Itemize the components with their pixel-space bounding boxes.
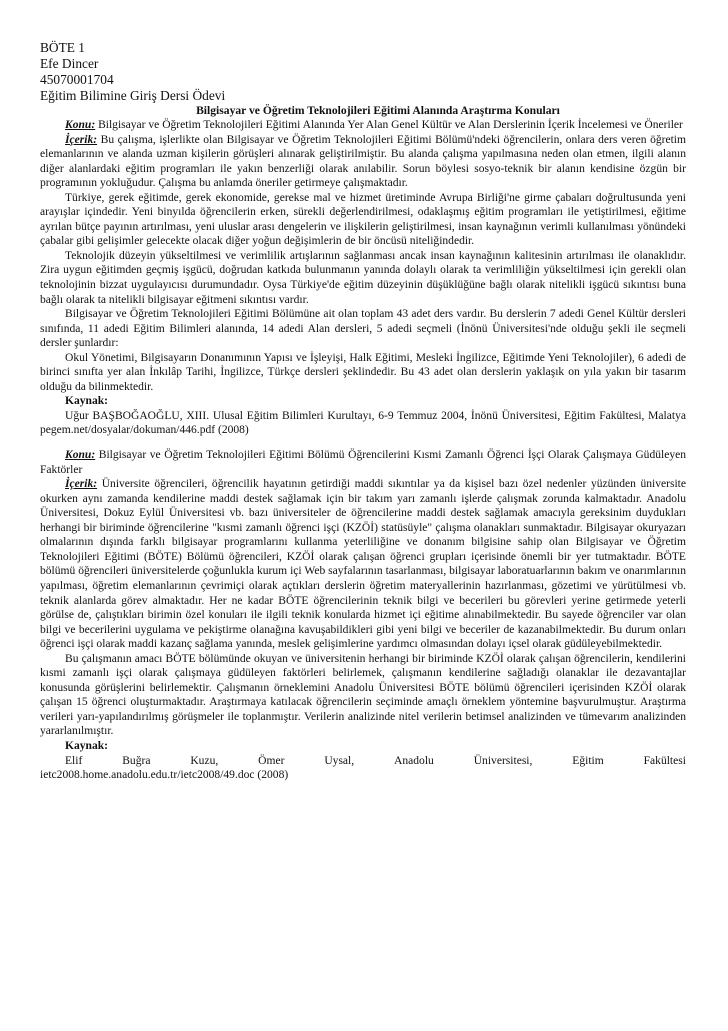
section1-paragraph: Teknolojik düzeyin yükseltilmesi ve verimlilik artışlarının sağlanması ancak insan kaynağının kalitesinin artırılması ile olanaklıdır. Zira uygun eğitimden geçmiş işgücü, doğrudan katkıda bulunmanın yanında dolaylı olarak ta verimliliğin yükseltilmesi için gerekli olan teknolojinin bizzat uygulayıcısı durumundadır. Oysa Türkiye'de eğitim düzeyinin düşüklüğüne bağlı olarak nitelikli işgücü sıkıntısı buna bağlı olarak ta nitelikli bilgisayar eğitmeni sıkıntısı vardır. bbox=[40, 249, 686, 306]
topic-label: Konu: bbox=[65, 119, 96, 131]
section1-paragraph: Türkiye, gerek eğitimde, gerek ekonomide, gerekse mal ve hizmet üretiminde Avrupa Birliği'ne girme çabaları doğrultusunda yeni arayışlar içindedir. Yeni binyılda öğrencilerin erken, sürekli değerlendirilmesi, odaklaşmış eğitim programları ile yetiştirilmesi, eğitime ayrılan bütçe payının artırılması, yeni uluslar arası dengelerin ve ilişkilerin geliştirilmesi, insan kaynağının verimli kullanılması yönündeki çabalar gibi gelişimler gelecekte olacak diğer yoğun değişimlerin de bir öncüsü niteliğindedir. bbox=[40, 191, 686, 248]
source-word: Fakültesi bbox=[643, 754, 686, 767]
source-word: Buğra bbox=[122, 754, 151, 767]
section1-topic bbox=[40, 118, 686, 133]
section1-paragraph: Bilgisayar ve Öğretim Teknolojileri Eğitimi Bölümüne ait olan toplam 43 adet ders vardır. Bu derslerin 7 adedi Genel Kültür dersleri sınıfında, 11 adedi Eğitim Bilimleri alanında, 14 adedi Alan dersleri, 5 adedi seçmeli (İnönü Üniversitesi'nde olduğu şekli ile seçmeli dersler şunlardır: bbox=[40, 308, 686, 350]
section2-source-authors bbox=[40, 754, 686, 769]
source-word: Ömer bbox=[258, 754, 285, 767]
section2-topic bbox=[40, 448, 686, 477]
topic-label: Konu: bbox=[65, 449, 96, 462]
section2-paragraph: Bu çalışmanın amacı BÖTE bölümünde okuyan ve üniversitenin herhangi bir biriminde KZÖİ olarak çalışan öğrencilerin, kendilerini kısmi zamanlı işçi olarak çalışmaya güdüleyen faktörleri belirlemek, çalışmanın kendilerine sağladığı olanaklar ile dezavantajlar konusunda görüşlerini belirlemektir. Çalışmanın örneklemini Anadolu Üniversitesi BÖTE bölümü öğrencileri içerisinden KZÖİ olarak çalışan 15 öğrenci oluşturmaktadır. Araştırmaya katılacak öğrencilerin seçiminde amaçlı örneklem yöntemine başvurulmuştur. Araştırma verileri yarı-yapılandırılmış görüşmeler ile toplanmıştır. Verilerin analizinde nitel verilerin betimsel analizinden ve tümevarım analizinden yararlanılmıştır. bbox=[40, 652, 686, 738]
content-label: İçerik: bbox=[65, 478, 98, 491]
document-title: Bilgisayar ve Öğretim Teknolojileri Eğitimi Alanında Araştırma Konuları bbox=[196, 104, 560, 117]
source-word: Elif bbox=[65, 754, 83, 767]
topic-text: Bilgisayar ve Öğretim Teknolojileri Eğitimi Alanında Yer Alan Genel Kültür ve Alan Derslerinin İçerik İncelemesi ve Öneriler bbox=[98, 119, 683, 131]
content-text: Bu çalışma, işlerlikte olan Bilgisayar ve Öğretim Teknolojileri Eğitimi Bölümü'ndeki öğrencilerin, onlara ders veren öğretim elemanlarının ve alanda uzman kişilerin görüşleri alınarak geliştirilmiştir. Bu alanda çalışma yapılmasına neden olan etmen, ilgili alanın diğer alanlardaki eğitim programları ile yakın benzerliği olarak anılabilir. Sorun böylesi sosyo-teknik bir alanın kendisine özgün bir programının yokluğudur. Çalışma bu anlamda öneriler getirmeye çalışmaktadır. bbox=[40, 133, 687, 190]
content-label: İçerik: bbox=[65, 133, 98, 146]
section2-content bbox=[40, 477, 686, 652]
source-word: Anadolu bbox=[394, 754, 434, 767]
section1-source: Uğur BAŞBOĞAOĞLU, XIII. Ulusal Eğitim Bilimleri Kurultayı, 6-9 Temmuz 2004, İnönü Üniversitesi, Eğitim Fakültesi, Malatya pegem.net/dosyalar/dokuman/446.pdf (2008) bbox=[40, 409, 686, 437]
section2-source-url: ietc2008.home.anadolu.edu.tr/ietc2008/49.doc (2008) bbox=[40, 769, 289, 782]
source-word: Uysal, bbox=[324, 754, 355, 767]
assignment-title: Eğitim Bilimine Giriş Dersi Ödevi bbox=[40, 88, 226, 103]
course-code: BÖTE 1 bbox=[40, 40, 86, 55]
source-word: Kuzu, bbox=[190, 754, 219, 767]
content-text: Üniversite öğrencileri, öğrencilik hayatının getirdiği maddi sıkıntılar ya da kişisel bazı özel nedenler yüzünden üniversite okurken aynı zamanda kendilerine maddi destek sağlamak için bir takım yarı zamanlı işlerde çalışmak zorunda kalmaktadır. Anadolu Üniversitesi, Dokuz Eylül Üniversitesi vb. bazı üniversiteler de öğrencilerine maddi destek sağlamak amacıyla gereksinim duydukları herhangi bir biriminde öğrencilerine "kısmi zamanlı öğrenci işçi (KZÖİ) statüsüyle" çalışma olanakları sunmaktadır. Bilgisayar okuryazarı olmalarının dışında farklı bilgisayar programlarını kullanma yeterliliğine ve donanım bilgisine sahip olan Bilgisayar ve Öğretim Teknolojileri Eğitimi (BÖTE) Bölümü öğrencileri, KZÖİ olarak çalışan öğrenci grupları içerisinde önemli bir yer tutmaktadır. BÖTE bölümü öğrencileri üniversitelerde çoğunlukla kurum içi Web sayfalarının tasarlanması, bilgisayar laboratuarlarının bakım ve onarımlarının yapılması, öğretim elemanlarının çevrimiçi olarak açtıkları derslerin öğretim materyallerinin hazırlanması, gözetimi ve yürütülmesi vb. teknik alanlarda görev almaktadır. Her ne kadar BÖTE öğrencilerinin teknik bilgi ve becerileri bu görevleri yerine getirmede yeterli görülse de, çalıştıkları birimin özel konuları ile ilgili teknik konularda hizmet içi eğitime alınabilmektedir. Bu sayede öğrenciler var olan bilgi ve becerilerini uygulama ve pekiştirme olanağına kavuşabildikleri gibi yeni bilgi ve beceriler de kazanabilmektedir. Bu durum onları öğrenci işçi olarak maddi kazanç sağlama yanında, meslek gelişimlerine yardımcı olmasından dolayı içsel olarak güdüleyebilmektedir. bbox=[40, 478, 687, 651]
source-word: Eğitim bbox=[572, 754, 604, 767]
section1-content bbox=[40, 133, 686, 191]
source-label: Kaynak: bbox=[65, 395, 108, 408]
section1-paragraph: Okul Yönetimi, Bilgisayarın Donanımının Yapısı ve İşleyişi, Halk Eğitimi, Mesleki İngilizce, Eğitimde Yeni Teknolojiler), 6 adedi de birinci sınıfta yer alan İnkılâp Tarihi, İngilizce, Türkçe dersleri şeklindedir. Bu 43 adet olan derslerin yaklaşık on yıla yakın bir tasarım olduğu da bilinmektedir. bbox=[40, 351, 686, 393]
topic-text: Bilgisayar ve Öğretim Teknolojileri Eğitimi Bölümü Öğrencilerini Kısmi Zamanlı Öğrenci İşçi Olarak Çalışmaya Güdüleyen Faktörler bbox=[40, 449, 687, 476]
student-number: 45070001704 bbox=[40, 72, 114, 87]
source-word: Üniversitesi, bbox=[473, 754, 533, 767]
source-label: Kaynak: bbox=[65, 739, 108, 752]
student-name: Efe Dincer bbox=[40, 56, 99, 71]
section-gap bbox=[40, 438, 686, 448]
